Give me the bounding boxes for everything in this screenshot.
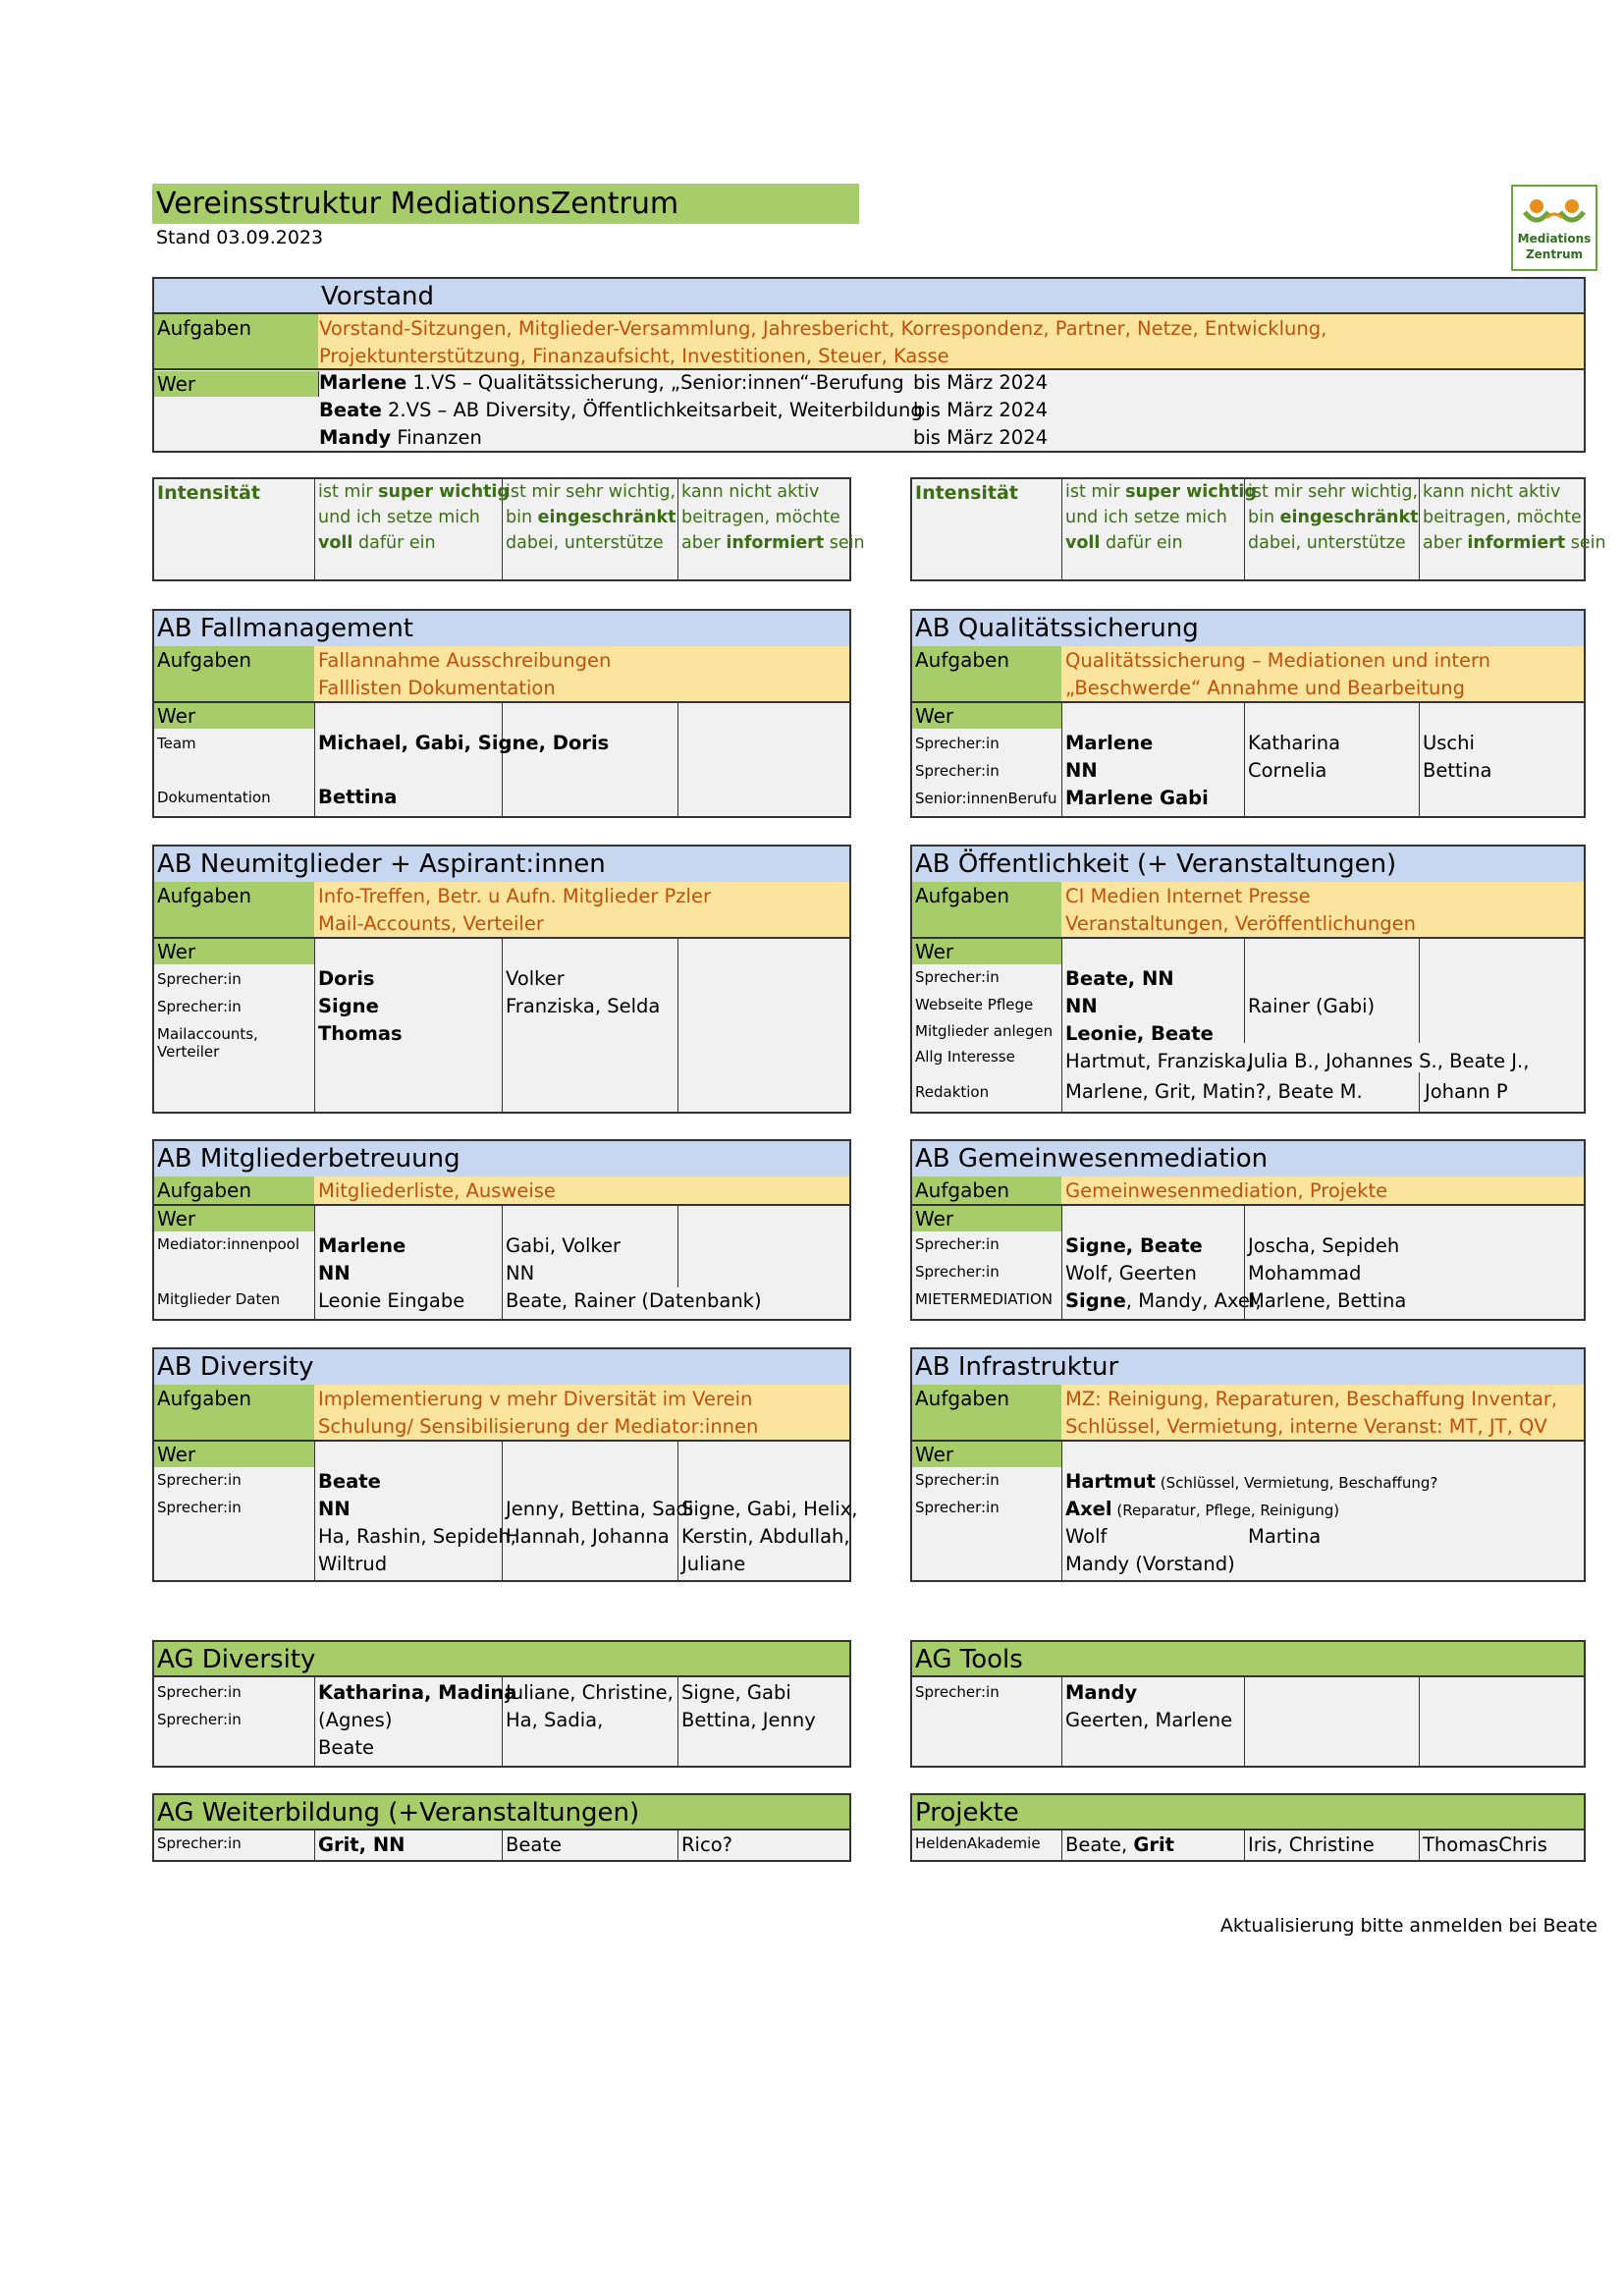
row-label: Dokumentation <box>157 789 271 806</box>
footer-note: Aktualisierung bitte anmelden bei Beate <box>1219 1915 1597 1937</box>
cell: NN <box>318 1262 351 1285</box>
intensity-legend-left <box>152 477 865 581</box>
row-label: MIETERMEDIATION <box>915 1290 1054 1308</box>
ab-gemeinwesenmediation <box>910 1139 1586 1321</box>
cell: Axel (Reparatur, Pflege, Reinigung) <box>1065 1498 1340 1520</box>
row-label: Sprecher:in <box>915 762 1000 780</box>
aufgaben-label: Aufgaben <box>154 314 318 368</box>
cell: Ha, Rashin, Sepideh, <box>318 1525 516 1548</box>
aufgaben-label: Aufgaben <box>912 1385 1061 1440</box>
cell: Marlene, Grit, Matin?, Beate M. <box>1065 1080 1363 1103</box>
wer-label: Wer <box>912 1442 1061 1467</box>
ag-diversity <box>152 1640 851 1768</box>
section-title: AB Gemeinwesenmediation <box>912 1141 1584 1176</box>
row-label: Redaktion <box>915 1083 990 1101</box>
cell: Katharina, Madina <box>318 1681 517 1704</box>
row-label: Sprecher:in <box>915 1263 1000 1281</box>
row-label: Mediator:innenpool <box>157 1235 300 1253</box>
cell: Wolf <box>1065 1525 1108 1548</box>
wer-label: Wer <box>912 939 1061 964</box>
aufgaben-label: Aufgaben <box>154 882 314 937</box>
fall-aufgaben: Fallannahme Ausschreibungen Falllisten Dokumentation <box>318 649 612 699</box>
vorstand-until-2: bis März 2024 <box>913 399 1049 421</box>
aufgaben-label: Aufgaben <box>154 646 314 701</box>
cell: Mandy (Vorstand) <box>1065 1553 1235 1575</box>
cell: Franziska, Selda <box>506 995 661 1017</box>
neu-aufgaben: Info-Treffen, Betr. u Aufn. Mitglieder Pzler Mail-Accounts, Verteiler <box>318 885 711 935</box>
cell: NN <box>1065 995 1098 1017</box>
gem-aufgaben: Gemeinwesenmediation, Projekte <box>1065 1179 1388 1202</box>
wer-label: Wer <box>154 1442 314 1467</box>
row-label: Sprecher:in <box>915 1471 1000 1489</box>
row-label: Sprecher:in <box>915 1235 1000 1253</box>
cell: Iris, Christine <box>1248 1833 1375 1856</box>
row-label: Sprecher:in <box>157 1471 242 1489</box>
logo-text-2: Zentrum <box>1525 247 1584 261</box>
cell: Signe, Gabi, Helix, <box>681 1498 858 1520</box>
vorstand-row-3: Mandy Finanzen <box>319 426 482 449</box>
intensity-high: ist mir super wichtig und ich setze mich voll dafür ein <box>318 482 510 553</box>
section-title: Projekte <box>912 1795 1584 1831</box>
wer-label: Wer <box>912 1206 1061 1231</box>
cell: Juliane <box>681 1553 746 1575</box>
intensity-legend-right <box>910 477 1606 581</box>
cell: Beate, NN <box>1065 967 1174 990</box>
aufgaben-label: Aufgaben <box>154 1385 314 1440</box>
vorstand-row-1: Marlene 1.VS – Qualitätssicherung, „Senior:innen“-Berufung <box>319 371 904 394</box>
section-title: AB Fallmanagement <box>154 611 849 646</box>
aufgaben-label: Aufgaben <box>912 1176 1061 1204</box>
wer-label: Wer <box>912 703 1061 729</box>
intensity-low: kann nicht aktiv beitragen, möchte aber informiert sein <box>681 482 865 553</box>
intensity-label: Intensität <box>157 482 260 504</box>
cell: Signe <box>318 995 379 1017</box>
cell: Bettina <box>1423 759 1492 782</box>
cell: Ha, Sadia, <box>506 1709 604 1731</box>
row-label: Mitglieder Daten <box>157 1290 281 1308</box>
stand-date: Stand 03.09.2023 <box>156 227 324 248</box>
wer-label: Wer <box>154 703 314 729</box>
row-label: Sprecher:in <box>915 735 1000 752</box>
ab-fallmanagement <box>152 609 851 818</box>
vorstand-aufgaben-text: Vorstand-Sitzungen, Mitglieder-Versammlung, Jahresbericht, Korrespondenz, Partner, Netze, Entwicklung, Projektunterstützung, Finanzaufsicht, Investitionen, Steuer, Kasse <box>319 317 1327 367</box>
row-label: Mailaccounts, Verteiler <box>157 1025 258 1061</box>
logo <box>1511 185 1597 271</box>
cell: Beate <box>318 1736 374 1759</box>
ag-weiterbildung <box>152 1793 851 1862</box>
logo-text-1: Mediations <box>1517 232 1592 246</box>
cell: (Agnes) <box>318 1709 393 1731</box>
cell: Uschi <box>1423 732 1475 754</box>
cell: Martina <box>1248 1525 1322 1548</box>
vorstand-until-3: bis März 2024 <box>913 426 1049 449</box>
cell: Signe, Mandy, Axel, <box>1065 1289 1262 1312</box>
cell: Beate, Grit <box>1065 1833 1175 1856</box>
cell: Johann P <box>1425 1080 1508 1103</box>
row-label: Sprecher:in <box>157 1683 242 1701</box>
cell: Katharina <box>1248 732 1341 754</box>
cell: Wiltrud <box>318 1553 388 1575</box>
cell: Julia B., Johannes S., Beate J., <box>1248 1050 1530 1072</box>
intensity-label: Intensität <box>915 482 1018 504</box>
cell: Marlene <box>318 1234 406 1257</box>
cell: Marlene, Bettina <box>1248 1289 1407 1312</box>
ag-tools <box>910 1640 1586 1768</box>
aufgaben-label: Aufgaben <box>154 1176 314 1204</box>
cell: Hartmut, Franziska, <box>1065 1050 1253 1072</box>
row-label: Sprecher:in <box>157 1711 242 1728</box>
section-title: AG Weiterbildung (+Veranstaltungen) <box>154 1795 849 1831</box>
cell: Rainer (Gabi) <box>1248 995 1376 1017</box>
cell: Juliane, Christine, <box>506 1681 674 1704</box>
cell: Cornelia <box>1248 759 1327 782</box>
cell: Marlene <box>1065 732 1154 754</box>
row-label: Sprecher:in <box>157 970 242 988</box>
vorstand-until-1: bis März 2024 <box>913 371 1049 394</box>
section-title: AB Diversity <box>154 1349 849 1385</box>
row-label: HeldenAkademie <box>915 1834 1041 1852</box>
row-label: Sprecher:in <box>915 1683 1000 1701</box>
cell: Leonie Eingabe <box>318 1289 465 1312</box>
cell: Leonie, Beate <box>1065 1020 1214 1048</box>
section-title: AG Tools <box>912 1642 1584 1677</box>
ab-oeffentlichkeit <box>910 845 1586 1114</box>
row-label: Allg Interesse <box>915 1048 1015 1066</box>
logo-icon <box>1513 189 1596 238</box>
cell: Wolf, Geerten <box>1065 1262 1197 1285</box>
cell: NN <box>506 1262 535 1285</box>
cell: Jenny, Bettina, Sadi <box>506 1498 694 1520</box>
oeff-aufgaben: CI Medien Internet Presse Veranstaltungen, Veröffentlichungen <box>1065 885 1416 935</box>
cell: Beate <box>506 1833 562 1856</box>
cell: Joscha, Sepideh <box>1248 1234 1400 1257</box>
vorstand-aufgaben <box>154 314 1584 370</box>
wer-label: Wer <box>154 1206 314 1231</box>
fall-team: Michael, Gabi, Signe, Doris <box>318 732 610 754</box>
section-title: AB Infrastruktur <box>912 1349 1584 1385</box>
cell: Hartmut (Schlüssel, Vermietung, Beschaffung? <box>1065 1470 1438 1493</box>
ab-infrastruktur <box>910 1347 1586 1582</box>
wer-label: Wer <box>154 371 318 397</box>
cell: Doris <box>318 967 375 990</box>
fall-doku: Bettina <box>318 786 398 808</box>
row-label: Sprecher:in <box>157 998 242 1015</box>
ab-mitgliederbetreuung <box>152 1139 851 1321</box>
section-title: AB Mitgliederbetreuung <box>154 1141 849 1176</box>
vorstand-box <box>152 277 1586 453</box>
cell: Bettina, Jenny <box>681 1709 816 1731</box>
section-title: AB Qualitätssicherung <box>912 611 1584 646</box>
cell: Marlene Gabi <box>1065 785 1213 812</box>
row-label: Sprecher:in <box>157 1834 242 1852</box>
vorstand-title: Vorstand <box>154 279 1584 314</box>
row-label: Team <box>157 735 196 752</box>
cell: NN <box>1065 759 1098 782</box>
cell: ThomasChris <box>1423 1833 1547 1856</box>
intensity-medium: ist mir sehr wichtig, bin eingeschränkt dabei, unterstütze <box>506 482 676 553</box>
infra-aufgaben: MZ: Reinigung, Reparaturen, Beschaffung Inventar, Schlüssel, Vermietung, interne Veranst: MT, JT, QV <box>1065 1388 1558 1438</box>
section-title: AG Diversity <box>154 1642 849 1677</box>
row-label: Webseite Pflege <box>915 996 1034 1013</box>
div-aufgaben: Implementierung v mehr Diversität im Verein Schulung/ Sensibilisierung der Mediator:innen <box>318 1388 759 1438</box>
row-label: Sprecher:in <box>915 968 1000 986</box>
cell: Geerten, Marlene <box>1065 1709 1233 1731</box>
ab-qualitaetssicherung <box>910 609 1586 818</box>
cell: Thomas <box>318 1022 403 1045</box>
cell: Kerstin, Abdullah, <box>681 1525 850 1548</box>
ab-diversity <box>152 1347 858 1582</box>
cell: Gabi, Volker <box>506 1234 622 1257</box>
row-label: Mitglieder anlegen <box>915 1022 1054 1040</box>
quali-aufgaben: Qualitätssicherung – Mediationen und intern „Beschwerde“ Annahme und Bearbeitung <box>1065 649 1491 699</box>
row-label: Sprecher:in <box>157 1499 242 1516</box>
cell: Mohammad <box>1248 1262 1362 1285</box>
cell: NN <box>318 1498 351 1520</box>
cell: Beate, Rainer (Datenbank) <box>506 1287 762 1315</box>
wer-label: Wer <box>154 939 314 964</box>
cell: Volker <box>506 967 565 990</box>
mit-aufgaben: Mitgliederliste, Ausweise <box>318 1179 556 1202</box>
page-title: Vereinsstruktur MediationsZentrum <box>152 184 859 224</box>
intensity-low: kann nicht aktiv beitragen, möchte aber informiert sein <box>1423 482 1606 553</box>
section-title: AB Neumitglieder + Aspirant:innen <box>154 847 849 882</box>
cell: Hannah, Johanna <box>506 1525 670 1548</box>
section-title: AB Öffentlichkeit (+ Veranstaltungen) <box>912 847 1584 882</box>
ab-neumitglieder <box>152 845 851 1114</box>
aufgaben-label: Aufgaben <box>912 646 1061 701</box>
vorstand-row-2: Beate 2.VS – AB Diversity, Öffentlichkeitsarbeit, Weiterbildung <box>319 399 923 421</box>
cell: Rico? <box>681 1833 732 1856</box>
aufgaben-label: Aufgaben <box>912 882 1061 937</box>
intensity-high: ist mir super wichtig und ich setze mich voll dafür ein <box>1065 482 1257 553</box>
projekte <box>910 1793 1586 1862</box>
intensity-medium: ist mir sehr wichtig, bin eingeschränkt dabei, unterstütze <box>1248 482 1419 553</box>
cell: Signe, Gabi <box>681 1681 791 1704</box>
cell: Mandy <box>1065 1681 1138 1704</box>
cell: Beate <box>318 1470 381 1493</box>
row-label: Sprecher:in <box>915 1499 1000 1516</box>
row-label: Senior:innenBerufu <box>915 790 1057 807</box>
cell: Grit, NN <box>318 1833 406 1856</box>
cell: Signe, Beate <box>1065 1234 1203 1257</box>
